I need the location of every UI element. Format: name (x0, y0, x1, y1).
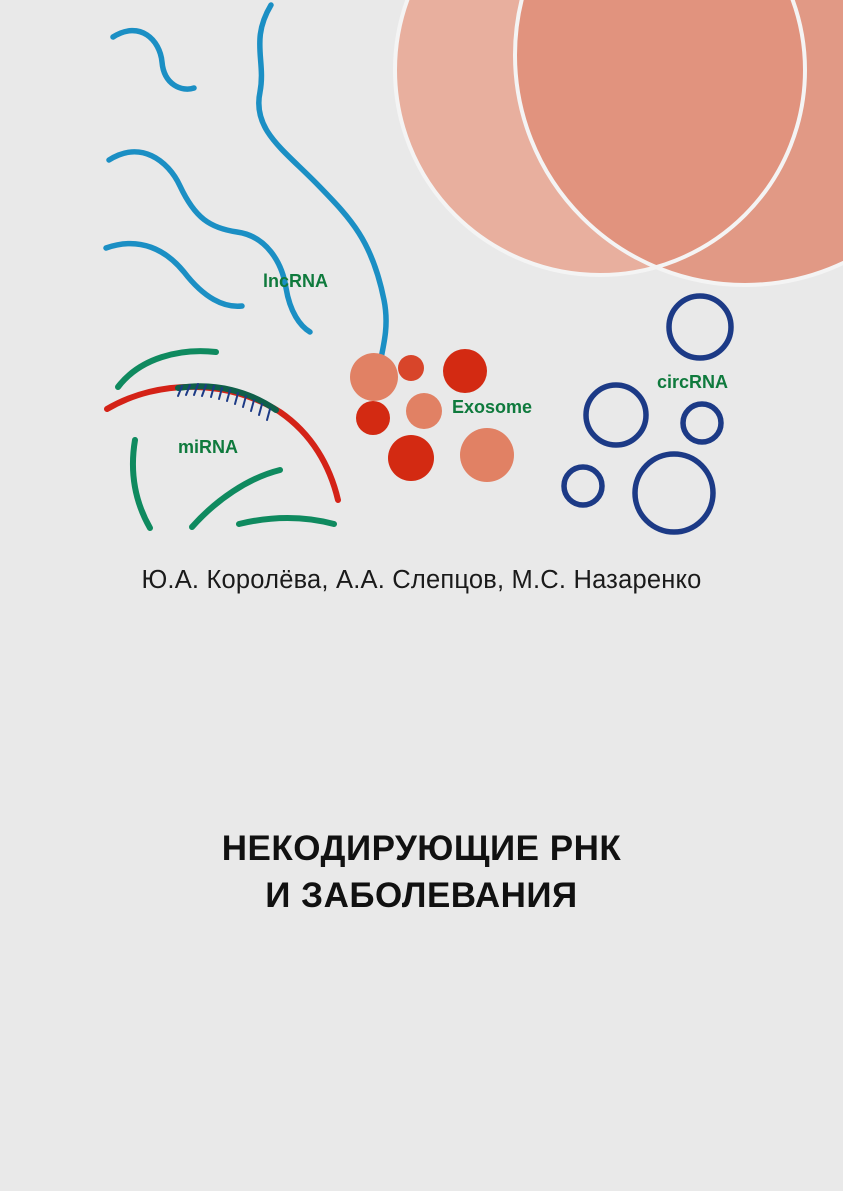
cover-illustration (0, 0, 843, 560)
circrna-rings (564, 296, 731, 532)
cell-cluster (395, 0, 843, 285)
lncrna-label: lncRNA (263, 271, 329, 291)
mirna-label: miRNA (178, 437, 239, 457)
exosome-label: Exosome (452, 397, 533, 417)
title-line-1: НЕКОДИРУЮЩИЕ РНК (221, 829, 622, 868)
circrna-label: circRNA (657, 372, 729, 392)
authors-line: Ю.А. Королёва, А.А. Слепцов, М.С. Назаренко (141, 566, 702, 594)
lncrna-strands (106, 5, 386, 392)
title-line-2: И ЗАБОЛЕВАНИЯ (265, 875, 578, 915)
page-title (0, 826, 843, 919)
